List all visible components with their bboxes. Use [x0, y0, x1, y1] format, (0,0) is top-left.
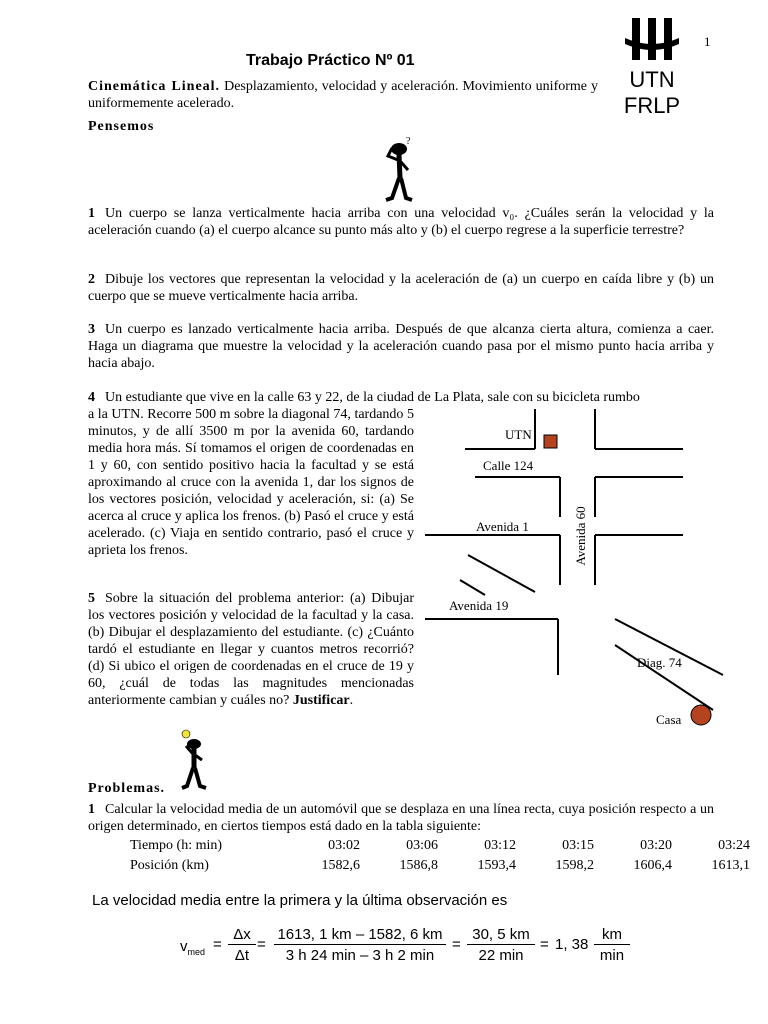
- logo-utn: UTN: [629, 67, 675, 92]
- table-cell: 1606,4: [633, 858, 672, 873]
- question-text: Un cuerpo es lanzado verticalmente hacia arriba. Después de que alcanza cierta altura, comienza a caer. Haga un diagrama que muestre la velocidad y la aceleración cuando pasa por el mismo punto hacia arriba y hacia abajo.: [88, 322, 714, 371]
- formula-v: $v_{med}$: [180, 938, 206, 957]
- question-number: 4: [88, 390, 95, 405]
- map-label-avenida-19: Avenida 19: [449, 598, 509, 613]
- table-cell: 03:20: [640, 838, 672, 853]
- position-time-table: [130, 836, 750, 876]
- question-text: Un cuerpo se lanza verticalmente hacia arriba con una velocidad v₀. ¿Cuáles serán la velocidad y la aceleración cuando (a) el cuerpo alcance su punto más alto y (b) el cuerpo regrese a la superficie terrestre?: [88, 206, 714, 238]
- svg-text:?: ?: [406, 136, 411, 147]
- page-number: 1: [704, 34, 711, 49]
- numerator: Δx: [228, 926, 256, 945]
- table-cell: 03:02: [328, 838, 360, 853]
- numerator: 1613, 1 km – 1582, 6 km: [274, 926, 446, 945]
- table-cell: 1598,2: [555, 858, 594, 873]
- utn-logo: [612, 16, 692, 119]
- equals-sign: =: [257, 936, 266, 953]
- denominator: 3 h 24 min – 3 h 2 min: [285, 947, 435, 964]
- intro-text: Desplazamiento, velocidad y aceleración. Movimiento uniforme y uniformemente acelerado.: [88, 79, 599, 111]
- fraction-values: [274, 926, 446, 964]
- section-problemas: Problemas.: [88, 781, 166, 796]
- fraction-result: [467, 926, 535, 964]
- table-cell: 1586,8: [399, 858, 438, 873]
- table-cell: 1593,4: [477, 858, 516, 873]
- question-number: 3: [88, 322, 95, 337]
- question-5: [88, 590, 414, 709]
- page-title: Trabajo Práctico Nº 01: [246, 52, 415, 69]
- equals-sign: =: [540, 936, 549, 953]
- formula-subscript: med: [187, 947, 206, 957]
- question-3: [88, 321, 714, 372]
- problem-text: Calcular la velocidad media de un automóvil que se desplaza en una línea recta, cuya posición respecto a un origen determinado, en ciertos tiempos está dado en la tabla siguiente:: [88, 802, 714, 834]
- diagonal-line: [468, 555, 535, 592]
- row-header: Posición (km): [130, 858, 209, 873]
- casa-marker: [691, 705, 711, 725]
- numerator: 30, 5 km: [467, 926, 535, 945]
- denominator: 22 min: [478, 947, 524, 964]
- intro-heading: Cinemática Lineal.: [88, 79, 221, 94]
- question-4-first-line: [88, 389, 714, 406]
- section-pensemos: Pensemos: [88, 119, 155, 134]
- row-header: Tiempo (h: min): [130, 838, 223, 853]
- table-cell: 1613,1: [711, 858, 750, 873]
- map-label-utn: UTN: [505, 427, 532, 442]
- table-cell: 03:24: [718, 838, 750, 853]
- denominator: Δt: [234, 947, 250, 964]
- logo-frlp: FRLP: [623, 93, 681, 118]
- justify-word: Justificar: [292, 693, 350, 708]
- table-cell: 03:15: [562, 838, 594, 853]
- question-4-body: a la UTN. Recorre 500 m sobre la diagonal 74, tardando 5 minutos, y de allí 3500 m por la avenida 60, tardando media hora más. Sí tomamos el origen de coordenadas en 1 y 60, con sentido positivo hacia la facultad y se está aproximando al cruce con la avenida 1, dar los signos de los vectores posición, velocidad y aceleración, si: (a) Se acerca al cruce y aplica los frenos. (b) Pasó el cruce y está acelerado. (c) Viaja en sentido contrario, pasó el cruce y aprieta los frenos.: [88, 407, 414, 558]
- map-label-avenida-60: Avenida 60: [573, 506, 588, 566]
- map-label-casa: Casa: [656, 712, 682, 727]
- period: .: [349, 693, 354, 708]
- intro-paragraph: [88, 78, 598, 112]
- result-value: 1, 38: [555, 936, 589, 953]
- question-number: 2: [88, 272, 95, 287]
- question-1: [88, 205, 714, 239]
- denominator: min: [599, 947, 625, 964]
- utn-emblem-icon: [625, 16, 679, 62]
- map-label-calle-124: Calle 124: [483, 458, 534, 473]
- map-label-avenida-1: Avenida 1: [476, 519, 529, 534]
- table-cell: 03:12: [484, 838, 516, 853]
- question-number: 5: [88, 591, 95, 606]
- diagonal-line: [460, 580, 485, 595]
- question-text: Sobre la situación del problema anterior: (a) Dibujar los vectores posición y velocidad de la facultad y la casa. (b) Dibujar el desplazamiento del estudiante. (c) ¿Cuánto tardó el estudiante en llegar y cuantos metros recorrió? (d) Si ubico el origen de coordenadas en el cruce de 19 y 60, ¿cuál de todas las magnitudes mencionadas anteriormente cambian y cuáles no?: [88, 591, 414, 708]
- table-row: [130, 836, 750, 856]
- question-number: 1: [88, 206, 95, 221]
- velocity-formula: [150, 920, 670, 980]
- thinking-figure-icon: [380, 132, 426, 204]
- problem-number: 1: [88, 802, 95, 817]
- equals-sign: =: [213, 936, 222, 953]
- equals-sign: =: [452, 936, 461, 953]
- numerator: km: [594, 926, 630, 945]
- table-row: [130, 856, 750, 876]
- question-2: [88, 271, 714, 305]
- utn-marker: [544, 435, 557, 448]
- table-cell: 03:06: [406, 838, 438, 853]
- answer-intro: La velocidad media entre la primera y la última observación es: [92, 892, 508, 909]
- problem-1: [88, 801, 714, 835]
- fraction-units: [594, 926, 630, 964]
- map-label-diag-74: Diag. 74: [637, 655, 682, 670]
- table-cell: 1582,6: [321, 858, 360, 873]
- question-text: Dibuje los vectores que representan la velocidad y la aceleración de (a) un cuerpo en caída libre y (b) un cuerpo que se mueve verticalmente hacia arriba.: [88, 272, 714, 304]
- question-text: Un estudiante que vive en la calle 63 y 22, de la ciudad de La Plata, sale con su bicicleta rumbo: [105, 390, 640, 405]
- fraction-delta: [228, 926, 256, 964]
